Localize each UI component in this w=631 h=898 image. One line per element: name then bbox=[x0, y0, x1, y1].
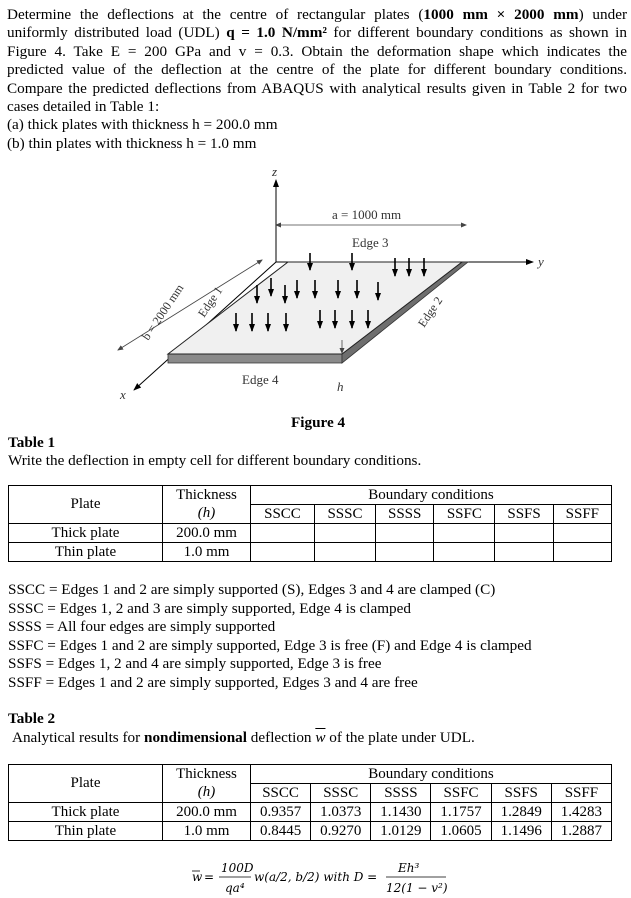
table1-header-h: (h) bbox=[163, 505, 251, 524]
definition-sscc: SSCC = Edges 1 and 2 are simply supported (S), Edges 3 and 4 are clamped (C) bbox=[8, 581, 496, 598]
empty-cell[interactable] bbox=[314, 543, 375, 562]
problem-line-5: Compare the predicted deflections from ABAQUS with analytical results given in Table 2 for two bbox=[7, 79, 627, 97]
table1-bc-sssc: SSSC bbox=[314, 505, 375, 524]
table1-row-plate: Thick plate bbox=[9, 524, 163, 543]
formula-num2: Eh³ bbox=[398, 861, 420, 875]
table2-row-thickness: 1.0 mm bbox=[163, 822, 251, 841]
table1-row-plate: Thin plate bbox=[9, 543, 163, 562]
table2-value: 1.2849 bbox=[491, 803, 551, 822]
empty-cell[interactable] bbox=[553, 543, 611, 562]
x-axis-label: x bbox=[120, 387, 126, 402]
empty-cell[interactable] bbox=[553, 524, 611, 543]
table1-row-thickness: 200.0 mm bbox=[163, 524, 251, 543]
table1-header-thickness: Thickness bbox=[163, 486, 251, 505]
table1-header-plate: Plate bbox=[9, 486, 163, 524]
problem-line-4: predicted value of the deflection at the centre of the plate for different boundary conditions. bbox=[7, 61, 627, 79]
definition-ssff: SSFF = Edges 1 and 2 are simply supported, Edges 3 and 4 are free bbox=[8, 673, 418, 691]
table2-value: 1.4283 bbox=[551, 803, 611, 822]
table-row bbox=[9, 543, 612, 562]
table2-bc-sscc: SSCC bbox=[251, 784, 311, 803]
table2-header-bc: Boundary conditions bbox=[251, 765, 612, 784]
problem-line-2: uniformly distributed load (UDL) q = 1.0 N/mm² for different boundary conditions as shown in bbox=[7, 24, 627, 42]
table-row bbox=[9, 822, 612, 841]
table2-bc-ssff: SSFF bbox=[551, 784, 611, 803]
table2-value: 0.9357 bbox=[251, 803, 311, 822]
table2-value: 0.8445 bbox=[251, 822, 311, 841]
formula-den2: 12(1 − v²) bbox=[386, 881, 448, 895]
empty-cell[interactable] bbox=[434, 543, 495, 562]
formula-den1: qa⁴ bbox=[225, 881, 245, 895]
table2-header-plate: Plate bbox=[9, 765, 163, 803]
dimension-a-label: a = 1000 mm bbox=[332, 207, 402, 222]
table2-row-plate: Thin plate bbox=[9, 822, 163, 841]
table2-value: 1.1430 bbox=[371, 803, 431, 822]
formula-eq: = bbox=[204, 870, 215, 884]
problem-line-6: cases detailed in Table 1: bbox=[7, 98, 160, 116]
empty-cell[interactable] bbox=[434, 524, 495, 543]
definition-ssfc: SSFC = Edges 1 and 2 are simply supported, Edge 3 is free (F) and Edge 4 is clamped bbox=[8, 636, 532, 654]
z-axis-label: z bbox=[272, 164, 278, 179]
edge1-label: Edge 1 bbox=[194, 283, 226, 320]
table2-header-h: (h) bbox=[163, 784, 251, 803]
definition-ssfs: SSFS = Edges 1, 2 and 4 are simply supported, Edge 3 is free bbox=[8, 655, 382, 673]
empty-cell[interactable] bbox=[376, 543, 434, 562]
table2-title: Table 2 bbox=[8, 710, 56, 727]
plate-front-face bbox=[168, 354, 342, 363]
deflection-formula bbox=[0, 850, 631, 898]
empty-cell[interactable] bbox=[251, 524, 315, 543]
case-a: (a) thick plates with thickness h = 200.0 mm bbox=[7, 116, 278, 134]
table2-bc-ssfs: SSFS bbox=[491, 784, 551, 803]
table1-bc-ssfs: SSFS bbox=[495, 505, 553, 524]
formula-lhs: w bbox=[192, 870, 203, 884]
table2-value: 1.2887 bbox=[551, 822, 611, 841]
table2-row-thickness: 200.0 mm bbox=[163, 803, 251, 822]
bc-definitions bbox=[8, 581, 532, 693]
table1-bc-ssff: SSFF bbox=[553, 505, 611, 524]
edge4-label: Edge 4 bbox=[242, 372, 279, 387]
edge2-label: Edge 2 bbox=[414, 293, 446, 330]
dimension-b-label: b = 2000 mm bbox=[138, 281, 187, 343]
table1-title: Table 1 bbox=[8, 434, 56, 451]
table2-value: 1.1757 bbox=[431, 803, 491, 822]
definition-sssc: SSSC = Edges 1, 2 and 3 are simply supported, Edge 4 is clamped bbox=[8, 599, 411, 617]
plate-figure bbox=[0, 150, 631, 415]
case-b: (b) thin plates with thickness h = 1.0 mm bbox=[7, 134, 257, 152]
table2-bc-sssc: SSSC bbox=[311, 784, 371, 803]
figure-caption: Figure 4 bbox=[291, 414, 346, 431]
empty-cell[interactable] bbox=[376, 524, 434, 543]
table2-bc-ssss: SSSS bbox=[371, 784, 431, 803]
table1-header-bc: Boundary conditions bbox=[251, 486, 612, 505]
table2 bbox=[8, 764, 612, 841]
table2-header-thickness: Thickness bbox=[163, 765, 251, 784]
problem-line-1: Determine the deflections at the centre of rectangular plates (1000 mm × 2000 mm) under bbox=[7, 6, 628, 23]
empty-cell[interactable] bbox=[495, 543, 553, 562]
empty-cell[interactable] bbox=[495, 524, 553, 543]
table2-value: 0.9270 bbox=[311, 822, 371, 841]
formula-num1: 100D bbox=[221, 861, 254, 875]
table1-description: Write the deflection in empty cell for different boundary conditions. bbox=[8, 452, 422, 469]
formula-mid: w(a/2, b/2) with D = bbox=[254, 870, 378, 884]
table2-description: Analytical results for nondimensional deflection $\overline{w}$ of the plate under UDL. bbox=[12, 729, 475, 746]
table1-bc-ssfc: SSFC bbox=[434, 505, 495, 524]
empty-cell[interactable] bbox=[314, 524, 375, 543]
table2-value: 1.0373 bbox=[311, 803, 371, 822]
definition-ssss: SSSS = All four edges are simply supported bbox=[8, 618, 276, 636]
table1-bc-sscc: SSCC bbox=[251, 505, 315, 524]
table-row bbox=[9, 803, 612, 822]
table-row bbox=[9, 524, 612, 543]
y-axis-label: y bbox=[538, 254, 544, 269]
table1 bbox=[8, 485, 612, 562]
table2-value: 1.0605 bbox=[431, 822, 491, 841]
table2-value: 1.1496 bbox=[491, 822, 551, 841]
table2-value: 1.0129 bbox=[371, 822, 431, 841]
problem-statement bbox=[7, 6, 627, 153]
table1-bc-ssss: SSSS bbox=[376, 505, 434, 524]
empty-cell[interactable] bbox=[251, 543, 315, 562]
table1-row-thickness: 1.0 mm bbox=[163, 543, 251, 562]
table2-bc-ssfc: SSFC bbox=[431, 784, 491, 803]
table2-row-plate: Thick plate bbox=[9, 803, 163, 822]
problem-line-3: Figure 4. Take E = 200 GPa and v = 0.3. Obtain the deformation shape which indicates the bbox=[7, 42, 627, 60]
edge3-label: Edge 3 bbox=[352, 235, 389, 250]
thickness-label: h bbox=[337, 379, 344, 394]
